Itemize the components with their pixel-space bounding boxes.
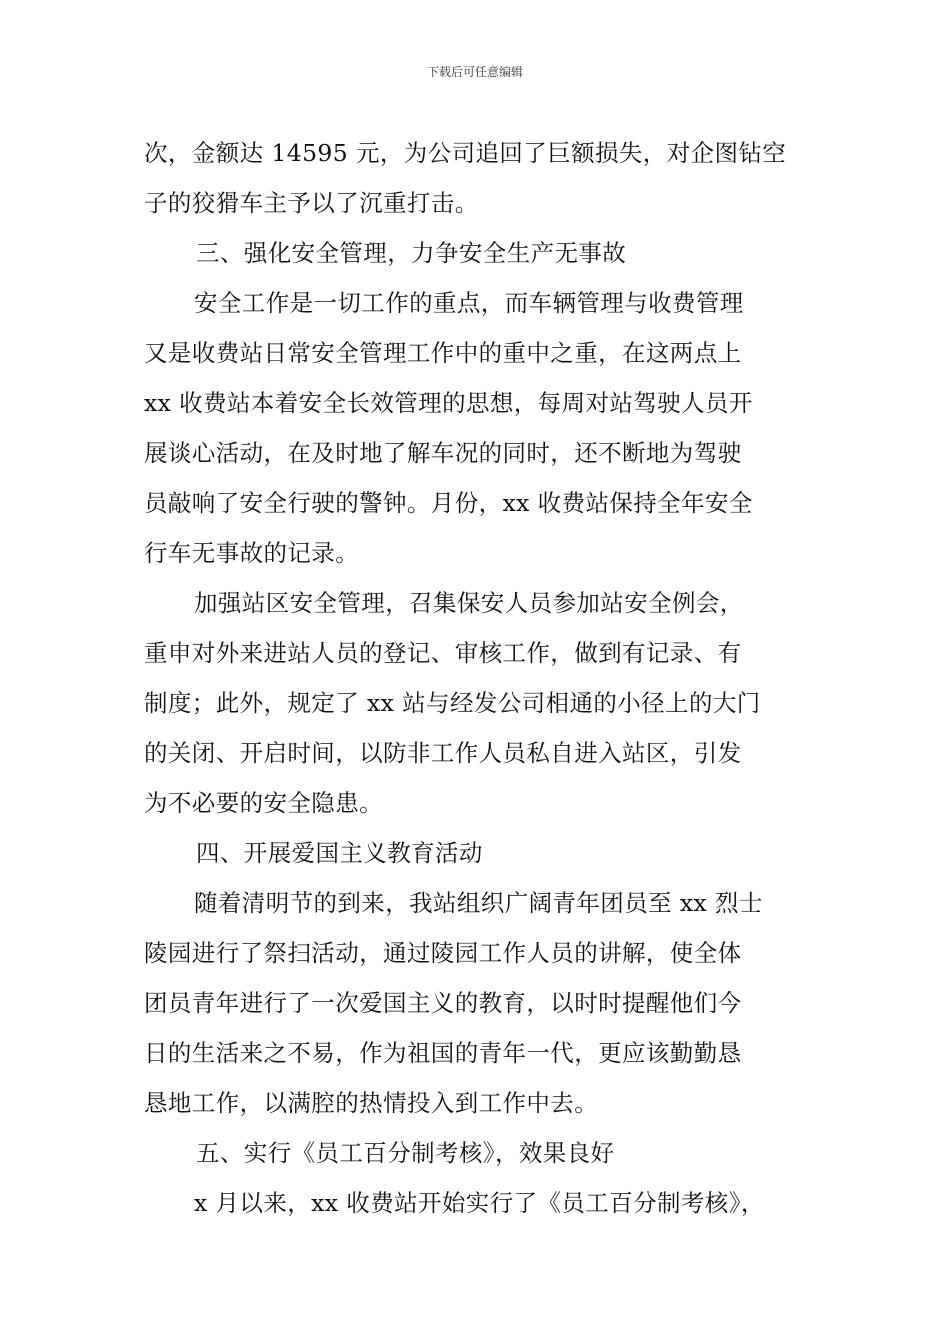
text-line: 加强站区安全管理，召集保安人员参加站安全例会， (194, 589, 744, 617)
section-heading-4: 四、开展爱国主义教育活动 (196, 839, 483, 867)
text-line: 重申对外来进站人员的登记、审核工作，做到有记录、有 (144, 639, 742, 667)
section-heading-3: 三、强化安全管理，力争安全生产无事故 (196, 239, 627, 267)
text-line: 子的狡猾车主予以了沉重打击。 (144, 189, 479, 217)
text-line: xx 收费站本着安全长效管理的思想，每周对站驾驶人员开 (144, 389, 753, 417)
text-line: 陵园进行了祭扫活动，通过陵园工作人员的讲解，使全体 (144, 939, 742, 967)
text-line: 次，金额达 14595 元，为公司追回了巨额损失，对企图钻空 (144, 139, 787, 167)
text-line: 恳地工作，以满腔的热情投入到工作中去。 (144, 1089, 599, 1117)
text-line: 团员青年进行了一次爱国主义的教育，以时时提醒他们今 (144, 989, 742, 1017)
text-line: 为不必要的安全隐患。 (144, 789, 383, 817)
text-line: 的关闭、开启时间，以防非工作人员私自进入站区，引发 (144, 739, 742, 767)
section-heading-5: 五、实行《员工百分制考核》，效果良好 (196, 1139, 615, 1167)
text-line: 制度；此外，规定了 xx 站与经发公司相通的小径上的大门 (144, 689, 761, 717)
text-line: 安全工作是一切工作的重点，而车辆管理与收费管理 (194, 289, 744, 317)
page-header: 下载后可任意编辑 (426, 65, 523, 79)
text-line: 随着清明节的到来，我站组织广阔青年团员至 xx 烈士 (194, 889, 763, 917)
text-line: x 月以来，xx 收费站开始实行了《员工百分制考核》， (194, 1189, 765, 1217)
text-line: 又是收费站日常安全管理工作中的重中之重，在这两点上 (144, 339, 742, 367)
text-line: 展谈心活动，在及时地了解车况的同时，还不断地为驾驶 (144, 439, 742, 467)
text-line: 员敲响了安全行驶的警钟。月份，xx 收费站保持全年安全 (144, 489, 753, 517)
text-line: 行车无事故的记录。 (144, 539, 360, 567)
document-body (144, 128, 814, 1228)
text-line: 日的生活来之不易，作为祖国的青年一代，更应该勤勤恳 (144, 1039, 742, 1067)
